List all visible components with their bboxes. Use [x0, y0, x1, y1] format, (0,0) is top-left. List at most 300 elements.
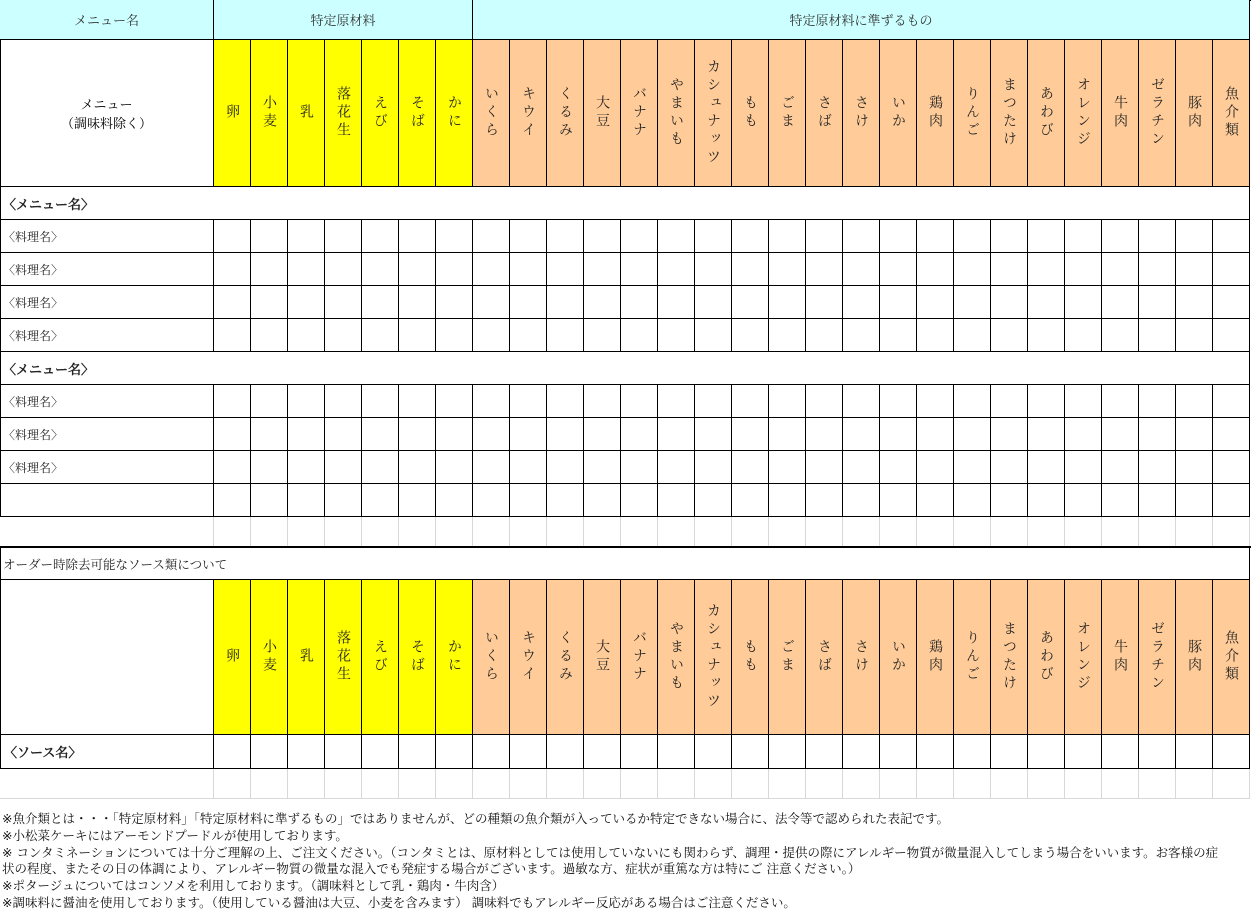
allergen-mark-cell[interactable]	[917, 484, 954, 517]
allergen-mark-cell[interactable]	[695, 286, 732, 319]
empty-grid-cell	[0, 517, 214, 547]
allergen-label: ごま	[779, 95, 796, 131]
sauce-mark-cell[interactable]	[1065, 735, 1102, 769]
allergen-mark-cell[interactable]	[658, 286, 695, 319]
allergen-mark-cell[interactable]	[732, 253, 769, 286]
menu-allergen-16	[769, 40, 806, 187]
allergen-mark-cell[interactable]	[917, 220, 954, 253]
allergen-mark-cell[interactable]	[510, 253, 547, 286]
allergen-label: さば	[816, 95, 833, 131]
allergen-mark-cell[interactable]	[1028, 484, 1065, 517]
allergen-mark-cell[interactable]	[214, 286, 251, 319]
sauce-mark-cell[interactable]	[769, 735, 806, 769]
allergen-mark-cell[interactable]	[547, 385, 584, 418]
allergen-mark-cell[interactable]	[1213, 484, 1250, 517]
allergen-mark-cell[interactable]	[251, 451, 288, 484]
allergen-mark-cell[interactable]	[991, 418, 1028, 451]
allergen-mark-cell[interactable]	[1176, 253, 1213, 286]
allergen-mark-cell[interactable]	[288, 253, 325, 286]
sauce-allergen-14	[695, 580, 732, 735]
empty-grid-cell	[695, 517, 732, 547]
allergen-mark-cell[interactable]	[1213, 418, 1250, 451]
allergen-mark-cell[interactable]	[1065, 220, 1102, 253]
allergen-mark-cell[interactable]	[1139, 484, 1176, 517]
allergen-mark-cell[interactable]	[325, 484, 362, 517]
allergen-mark-cell[interactable]	[1028, 385, 1065, 418]
allergen-mark-cell[interactable]	[399, 220, 436, 253]
allergen-label: かに	[446, 639, 463, 675]
sauce-mark-cell[interactable]	[325, 735, 362, 769]
allergen-mark-cell[interactable]	[880, 220, 917, 253]
allergen-mark-cell[interactable]	[1028, 319, 1065, 352]
allergen-mark-cell[interactable]	[547, 220, 584, 253]
footnote-line: ※魚介類とは・・・「特定原材料」「特定原材料に準ずるもの」ではありませんが、どの種類の魚介類が入っているか特定できない場合に、法令等で認められた表記です。	[2, 811, 949, 826]
allergen-mark-cell[interactable]	[843, 220, 880, 253]
empty-grid-cell	[880, 769, 917, 799]
allergen-mark-cell[interactable]	[1139, 253, 1176, 286]
menu-section-row: 〈メニュー名〉	[0, 187, 1250, 220]
allergen-mark-cell[interactable]	[658, 418, 695, 451]
allergen-mark-cell[interactable]	[806, 319, 843, 352]
dish-name-cell[interactable]: 〈料理名〉	[0, 385, 214, 418]
allergen-mark-cell[interactable]	[325, 220, 362, 253]
sauce-mark-cell[interactable]	[547, 735, 584, 769]
allergen-mark-cell[interactable]	[806, 484, 843, 517]
empty-grid-cell	[695, 769, 732, 799]
allergen-mark-cell[interactable]	[695, 451, 732, 484]
allergen-mark-cell[interactable]	[214, 319, 251, 352]
allergen-mark-cell[interactable]	[1176, 385, 1213, 418]
allergen-mark-cell[interactable]	[547, 484, 584, 517]
allergen-mark-cell[interactable]	[1065, 286, 1102, 319]
allergen-mark-cell[interactable]	[399, 484, 436, 517]
allergen-mark-cell[interactable]	[1065, 418, 1102, 451]
sauce-allergen-24	[1065, 580, 1102, 735]
allergen-mark-cell[interactable]	[880, 484, 917, 517]
sauce-mark-cell[interactable]	[251, 735, 288, 769]
allergen-mark-cell[interactable]	[510, 319, 547, 352]
allergen-mark-cell[interactable]	[1139, 220, 1176, 253]
allergen-mark-cell[interactable]	[473, 484, 510, 517]
allergen-mark-cell[interactable]	[1139, 385, 1176, 418]
allergen-mark-cell[interactable]	[695, 418, 732, 451]
empty-grid-cell	[325, 769, 362, 799]
allergen-mark-cell[interactable]	[288, 385, 325, 418]
sauce-mark-cell[interactable]	[843, 735, 880, 769]
allergen-mark-cell[interactable]	[658, 253, 695, 286]
allergen-mark-cell[interactable]	[1102, 220, 1139, 253]
allergen-mark-cell[interactable]	[288, 220, 325, 253]
allergen-mark-cell[interactable]	[991, 220, 1028, 253]
allergen-mark-cell[interactable]	[473, 418, 510, 451]
allergen-mark-cell[interactable]	[251, 286, 288, 319]
allergen-mark-cell[interactable]	[1028, 418, 1065, 451]
allergen-mark-cell[interactable]	[1065, 484, 1102, 517]
allergen-mark-cell[interactable]	[399, 319, 436, 352]
allergen-mark-cell[interactable]	[251, 253, 288, 286]
allergen-label: キウイ	[520, 86, 537, 140]
allergen-mark-cell[interactable]	[917, 286, 954, 319]
allergen-mark-cell[interactable]	[473, 286, 510, 319]
allergen-mark-cell[interactable]	[954, 319, 991, 352]
allergen-mark-cell[interactable]	[510, 418, 547, 451]
allergen-mark-cell[interactable]	[917, 451, 954, 484]
allergen-mark-cell[interactable]	[843, 418, 880, 451]
allergen-mark-cell[interactable]	[325, 385, 362, 418]
allergen-mark-cell[interactable]	[1028, 253, 1065, 286]
empty-grid-cell	[732, 517, 769, 547]
allergen-mark-cell[interactable]	[806, 286, 843, 319]
allergen-mark-cell[interactable]	[843, 319, 880, 352]
allergen-mark-cell[interactable]	[436, 253, 473, 286]
allergen-mark-cell[interactable]	[1213, 385, 1250, 418]
allergen-mark-cell[interactable]	[769, 385, 806, 418]
allergen-mark-cell[interactable]	[917, 385, 954, 418]
allergen-mark-cell[interactable]	[584, 319, 621, 352]
sauce-mark-cell[interactable]	[1028, 735, 1065, 769]
allergen-mark-cell[interactable]	[325, 253, 362, 286]
allergen-mark-cell[interactable]	[1065, 253, 1102, 286]
sauce-mark-cell[interactable]	[399, 735, 436, 769]
allergen-mark-cell[interactable]	[954, 286, 991, 319]
allergen-mark-cell[interactable]	[362, 220, 399, 253]
allergen-mark-cell[interactable]	[362, 484, 399, 517]
allergen-mark-cell[interactable]	[1176, 286, 1213, 319]
allergen-mark-cell[interactable]	[1139, 418, 1176, 451]
allergen-mark-cell[interactable]	[362, 418, 399, 451]
allergen-mark-cell[interactable]	[473, 253, 510, 286]
sauce-allergen-28	[1213, 580, 1250, 735]
sauce-mark-cell[interactable]	[1102, 735, 1139, 769]
allergen-mark-cell[interactable]	[288, 286, 325, 319]
allergen-mark-cell[interactable]	[732, 220, 769, 253]
allergen-mark-cell[interactable]	[251, 319, 288, 352]
dish-name-cell[interactable]: 〈料理名〉	[0, 418, 214, 451]
allergen-mark-cell[interactable]	[510, 220, 547, 253]
allergen-mark-cell[interactable]	[843, 484, 880, 517]
allergen-mark-cell[interactable]	[288, 451, 325, 484]
sauce-mark-cell[interactable]	[1139, 735, 1176, 769]
allergen-mark-cell[interactable]	[806, 385, 843, 418]
allergen-mark-cell[interactable]	[954, 385, 991, 418]
allergen-mark-cell[interactable]	[251, 484, 288, 517]
allergen-mark-cell[interactable]	[251, 220, 288, 253]
allergen-label: さば	[816, 639, 833, 675]
allergen-mark-cell[interactable]	[399, 451, 436, 484]
empty-grid-cell	[1102, 517, 1139, 547]
allergen-mark-cell[interactable]	[732, 319, 769, 352]
sauce-allergen-8	[473, 580, 510, 735]
allergen-label: キウイ	[520, 630, 537, 684]
allergen-mark-cell[interactable]	[880, 253, 917, 286]
allergen-mark-cell[interactable]	[806, 220, 843, 253]
allergen-mark-cell[interactable]	[621, 220, 658, 253]
allergen-mark-cell[interactable]	[621, 319, 658, 352]
allergen-mark-cell[interactable]	[214, 418, 251, 451]
allergen-label: カシュナッツ	[705, 59, 722, 167]
allergen-mark-cell[interactable]	[399, 385, 436, 418]
sauce-allergen-27	[1176, 580, 1213, 735]
allergen-mark-cell[interactable]	[917, 253, 954, 286]
sauce-mark-cell[interactable]	[1213, 735, 1250, 769]
allergen-mark-cell[interactable]	[1213, 253, 1250, 286]
allergen-mark-cell[interactable]	[1065, 451, 1102, 484]
allergen-mark-cell[interactable]	[806, 418, 843, 451]
allergen-mark-cell[interactable]	[362, 286, 399, 319]
allergen-label: いか	[890, 95, 907, 131]
allergen-mark-cell[interactable]	[1102, 253, 1139, 286]
allergen-mark-cell[interactable]	[954, 484, 991, 517]
dish-name-cell[interactable]: 〈料理名〉	[0, 220, 214, 253]
allergen-mark-cell[interactable]	[769, 220, 806, 253]
allergen-mark-cell[interactable]	[1176, 220, 1213, 253]
allergen-mark-cell[interactable]	[769, 418, 806, 451]
allergen-mark-cell[interactable]	[510, 286, 547, 319]
allergen-mark-cell[interactable]	[621, 253, 658, 286]
allergen-mark-cell[interactable]	[843, 385, 880, 418]
sauce-mark-cell[interactable]	[991, 735, 1028, 769]
allergen-mark-cell[interactable]	[880, 451, 917, 484]
allergen-mark-cell[interactable]	[880, 418, 917, 451]
allergen-mark-cell[interactable]	[436, 319, 473, 352]
allergen-mark-cell[interactable]	[991, 319, 1028, 352]
allergen-mark-cell[interactable]	[1176, 418, 1213, 451]
allergen-mark-cell[interactable]	[362, 385, 399, 418]
allergen-mark-cell[interactable]	[954, 451, 991, 484]
allergen-mark-cell[interactable]	[214, 253, 251, 286]
allergen-mark-cell[interactable]	[695, 253, 732, 286]
sauce-mark-cell[interactable]	[510, 735, 547, 769]
sauce-mark-cell[interactable]	[621, 735, 658, 769]
allergen-mark-cell[interactable]	[362, 319, 399, 352]
allergen-mark-cell[interactable]	[547, 253, 584, 286]
allergen-mark-cell[interactable]	[584, 253, 621, 286]
allergen-mark-cell[interactable]	[880, 319, 917, 352]
allergen-mark-cell[interactable]	[658, 220, 695, 253]
allergen-mark-cell[interactable]	[1213, 286, 1250, 319]
allergen-mark-cell[interactable]	[954, 220, 991, 253]
allergen-mark-cell[interactable]	[510, 451, 547, 484]
allergen-mark-cell[interactable]	[991, 451, 1028, 484]
menu-allergen-11	[584, 40, 621, 187]
sauce-mark-cell[interactable]	[288, 735, 325, 769]
allergen-mark-cell[interactable]	[658, 385, 695, 418]
allergen-mark-cell[interactable]	[547, 319, 584, 352]
allergen-mark-cell[interactable]	[695, 220, 732, 253]
sauce-mark-cell[interactable]	[362, 735, 399, 769]
sauce-mark-cell[interactable]	[806, 735, 843, 769]
allergen-mark-cell[interactable]	[843, 451, 880, 484]
allergen-mark-cell[interactable]	[325, 451, 362, 484]
allergen-mark-cell[interactable]	[1213, 220, 1250, 253]
allergen-label: えび	[372, 639, 389, 675]
allergen-mark-cell[interactable]	[547, 286, 584, 319]
allergen-mark-cell[interactable]	[362, 253, 399, 286]
allergen-mark-cell[interactable]	[584, 451, 621, 484]
allergen-mark-cell[interactable]	[621, 451, 658, 484]
allergen-mark-cell[interactable]	[954, 418, 991, 451]
allergen-mark-cell[interactable]	[732, 286, 769, 319]
sauce-mark-cell[interactable]	[658, 735, 695, 769]
allergen-mark-cell[interactable]	[473, 220, 510, 253]
empty-grid-cell	[251, 517, 288, 547]
allergen-mark-cell[interactable]	[991, 253, 1028, 286]
allergen-mark-cell[interactable]	[214, 220, 251, 253]
allergen-mark-cell[interactable]	[621, 286, 658, 319]
dish-name-cell[interactable]: 〈料理名〉	[0, 286, 214, 319]
allergen-mark-cell[interactable]	[510, 484, 547, 517]
sauce-mark-cell[interactable]	[880, 735, 917, 769]
sauce-mark-cell[interactable]	[1176, 735, 1213, 769]
allergen-label: バナナ	[631, 86, 648, 140]
sauce-mark-cell[interactable]	[473, 735, 510, 769]
allergen-mark-cell[interactable]	[584, 385, 621, 418]
allergen-mark-cell[interactable]	[399, 418, 436, 451]
allergen-mark-cell[interactable]	[917, 319, 954, 352]
allergen-mark-cell[interactable]	[510, 385, 547, 418]
allergen-mark-cell[interactable]	[1102, 286, 1139, 319]
allergen-mark-cell[interactable]	[1213, 451, 1250, 484]
allergen-mark-cell[interactable]	[991, 286, 1028, 319]
allergen-mark-cell[interactable]	[473, 385, 510, 418]
allergen-mark-cell[interactable]	[1176, 451, 1213, 484]
allergen-mark-cell[interactable]	[547, 418, 584, 451]
allergen-mark-cell[interactable]	[436, 484, 473, 517]
allergen-mark-cell[interactable]	[1102, 418, 1139, 451]
empty-grid-cell	[991, 517, 1028, 547]
allergen-mark-cell[interactable]	[843, 286, 880, 319]
allergen-mark-cell[interactable]	[880, 286, 917, 319]
allergen-mark-cell[interactable]	[1065, 319, 1102, 352]
allergen-mark-cell[interactable]	[769, 484, 806, 517]
allergen-mark-cell[interactable]	[1102, 451, 1139, 484]
allergen-mark-cell[interactable]	[658, 484, 695, 517]
allergen-mark-cell[interactable]	[1065, 385, 1102, 418]
allergen-mark-cell[interactable]	[732, 418, 769, 451]
allergen-mark-cell[interactable]	[769, 253, 806, 286]
allergen-mark-cell[interactable]	[473, 451, 510, 484]
allergen-mark-cell[interactable]	[806, 451, 843, 484]
allergen-mark-cell[interactable]	[1213, 319, 1250, 352]
sauce-mark-cell[interactable]	[954, 735, 991, 769]
sauce-mark-cell[interactable]	[917, 735, 954, 769]
allergen-mark-cell[interactable]	[325, 319, 362, 352]
allergen-mark-cell[interactable]	[288, 484, 325, 517]
allergen-mark-cell[interactable]	[251, 418, 288, 451]
allergen-mark-cell[interactable]	[584, 220, 621, 253]
allergen-mark-cell[interactable]	[732, 451, 769, 484]
allergen-mark-cell[interactable]	[695, 319, 732, 352]
allergen-label: まつたけ	[1001, 621, 1018, 693]
allergen-mark-cell[interactable]	[399, 286, 436, 319]
allergen-mark-cell[interactable]	[1028, 220, 1065, 253]
sauce-name-cell[interactable]: 〈ソース名〉	[0, 735, 214, 769]
allergen-mark-cell[interactable]	[1028, 286, 1065, 319]
allergen-label: 卵	[224, 648, 241, 666]
allergen-mark-cell[interactable]	[1139, 451, 1176, 484]
allergen-mark-cell[interactable]	[658, 451, 695, 484]
allergen-label: 落花生	[335, 86, 352, 140]
allergen-mark-cell[interactable]	[769, 451, 806, 484]
dish-name-cell[interactable]	[0, 484, 214, 517]
allergen-mark-cell[interactable]	[584, 286, 621, 319]
allergen-mark-cell[interactable]	[399, 253, 436, 286]
allergen-mark-cell[interactable]	[880, 385, 917, 418]
empty-grid-cell	[510, 517, 547, 547]
sauce-mark-cell[interactable]	[732, 735, 769, 769]
empty-grid-cell	[436, 517, 473, 547]
allergen-mark-cell[interactable]	[1102, 385, 1139, 418]
allergen-mark-cell[interactable]	[621, 385, 658, 418]
allergen-label: あわび	[1038, 630, 1055, 684]
allergen-mark-cell[interactable]	[325, 418, 362, 451]
allergen-mark-cell[interactable]	[214, 484, 251, 517]
allergen-mark-cell[interactable]	[695, 385, 732, 418]
sauce-mark-cell[interactable]	[436, 735, 473, 769]
allergen-mark-cell[interactable]	[806, 253, 843, 286]
dish-name-cell[interactable]: 〈料理名〉	[0, 319, 214, 352]
dish-name-cell[interactable]: 〈料理名〉	[0, 451, 214, 484]
allergen-mark-cell[interactable]	[288, 319, 325, 352]
allergen-mark-cell[interactable]	[547, 451, 584, 484]
allergen-mark-cell[interactable]	[436, 418, 473, 451]
allergen-mark-cell[interactable]	[473, 319, 510, 352]
allergen-mark-cell[interactable]	[1028, 451, 1065, 484]
sauce-allergen-12	[621, 580, 658, 735]
allergen-mark-cell[interactable]	[436, 451, 473, 484]
allergen-mark-cell[interactable]	[732, 484, 769, 517]
menu-allergen-25	[1102, 40, 1139, 187]
allergen-mark-cell[interactable]	[695, 484, 732, 517]
empty-grid-cell	[806, 769, 843, 799]
allergen-mark-cell[interactable]	[917, 418, 954, 451]
menu-allergen-19	[880, 40, 917, 187]
allergen-label: 乳	[298, 104, 315, 122]
dish-name-cell[interactable]: 〈料理名〉	[0, 253, 214, 286]
allergen-mark-cell[interactable]	[991, 484, 1028, 517]
allergen-mark-cell[interactable]	[214, 451, 251, 484]
allergen-mark-cell[interactable]	[991, 385, 1028, 418]
allergen-mark-cell[interactable]	[325, 286, 362, 319]
allergen-mark-cell[interactable]	[584, 418, 621, 451]
allergen-mark-cell[interactable]	[362, 451, 399, 484]
allergen-mark-cell[interactable]	[584, 484, 621, 517]
allergen-mark-cell[interactable]	[954, 253, 991, 286]
sauce-mark-cell[interactable]	[584, 735, 621, 769]
allergen-mark-cell[interactable]	[769, 319, 806, 352]
allergen-mark-cell[interactable]	[1139, 286, 1176, 319]
allergen-mark-cell[interactable]	[436, 220, 473, 253]
allergen-mark-cell[interactable]	[436, 385, 473, 418]
allergen-mark-cell[interactable]	[251, 385, 288, 418]
allergen-mark-cell[interactable]	[288, 418, 325, 451]
allergen-mark-cell[interactable]	[769, 286, 806, 319]
allergen-mark-cell[interactable]	[658, 319, 695, 352]
allergen-mark-cell[interactable]	[214, 385, 251, 418]
allergen-mark-cell[interactable]	[843, 253, 880, 286]
allergen-mark-cell[interactable]	[621, 418, 658, 451]
allergen-mark-cell[interactable]	[1102, 484, 1139, 517]
allergen-mark-cell[interactable]	[1102, 319, 1139, 352]
allergen-mark-cell[interactable]	[436, 286, 473, 319]
allergen-mark-cell[interactable]	[1176, 484, 1213, 517]
sauce-mark-cell[interactable]	[214, 735, 251, 769]
sauce-mark-cell[interactable]	[695, 735, 732, 769]
allergen-mark-cell[interactable]	[1139, 319, 1176, 352]
allergen-mark-cell[interactable]	[732, 385, 769, 418]
allergen-mark-cell[interactable]	[621, 484, 658, 517]
allergen-mark-cell[interactable]	[1176, 319, 1213, 352]
